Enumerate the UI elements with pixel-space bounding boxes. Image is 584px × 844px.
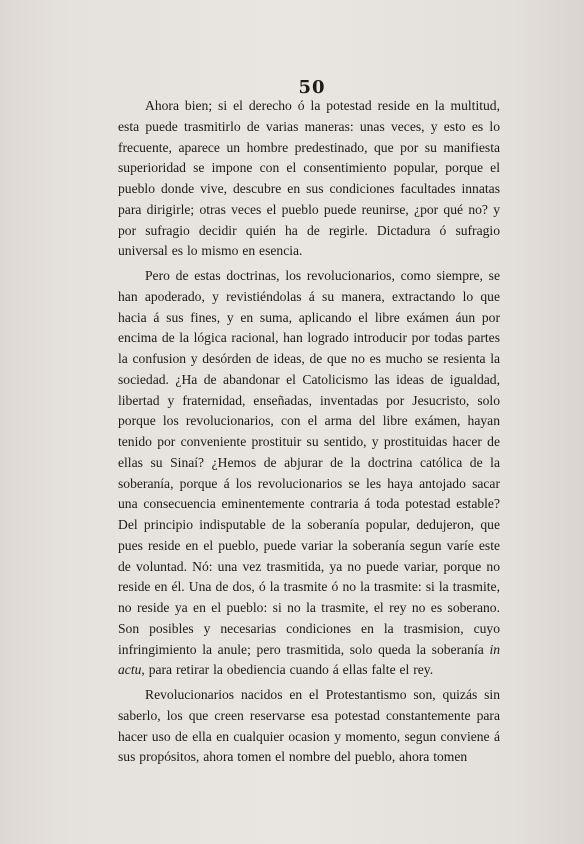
paragraph-1-text: Ahora bien; si el derecho ó la potestad reside en la multitud, esta puede trasmitirlo de varias maneras: unas veces, y esto es lo frecuente, aparece un hombre predestinado, que por su manifiesta superioridad se impone con el consentimiento popular, porque el pueblo donde vive, descubre en sus condiciones facultades innatas para dirigirle; otras veces el pueblo puede reunirse, ¿por qué no? y por sufragio decidir quién ha de regirle. Dictadura ó sufragio universal es lo mismo en esencia. [118,98,500,259]
paragraph-2-tail: , para retirar la obediencia cuando á ellas falte el rey. [141,662,434,678]
paragraph-2 [118,266,500,681]
paragraph-1 [118,96,500,262]
italic-phrase: in actu [118,641,501,678]
paragraph-3-text: Revolucionarios nacidos en el Protestantismo son, quizás sin saberlo, los que creen reservarse esa potestad constantemente para hacer uso de ella en cualquier ocasion y momento, segun conviene á sus propósitos, ahora tomen el nombre del pueblo, ahora tomen [118,687,500,765]
paragraph-3 [118,685,500,768]
paragraph-2-text: Pero de estas doctrinas, los revolucionarios, como siempre, se han apoderado, y revistiéndolas á su manera, extractando lo que hacia á sus fines, y en suma, aplicando el libre exámen áun por encima de la lógica racional, han logrado introducir por todas partes la confusion y desórden de ideas, de que no es mucho se resienta la sociedad. ¿Ha de abandonar el Catolicismo las ideas de igualdad, libertad y fraternidad, enseñadas, inventadas por Jesucristo, solo porque los revolucionarios, con el arma del libre exámen, hayan tenido por conveniente prostituir su sentido, y prostituidas hacer de ellas su Sinaí? ¿Hemos de abjurar de la doctrina católica de la soberanía, porque á los revolucionarios se les haya antojado sacar una consecuencia eminentemente contraria á toda potestad estable? Del principio indisputable de la soberanía popular, dedujeron, que pues reside en el pueblo, puede variar la soberanía segun varíe este de voluntad. Nó: una vez trasmitida, ya no puede variar, porque no reside en él. Una de dos, ó la trasmite ó no la trasmite: si la trasmite, no reside ya en el pueblo: si no la trasmite, el rey no es soberano. Son posibles y necesarias condiciones en la trasmision, cuyo infringimiento la anule; pero trasmitida, solo queda la soberanía [118,268,500,657]
page-text [118,96,500,768]
page-number: 50 [298,77,326,98]
